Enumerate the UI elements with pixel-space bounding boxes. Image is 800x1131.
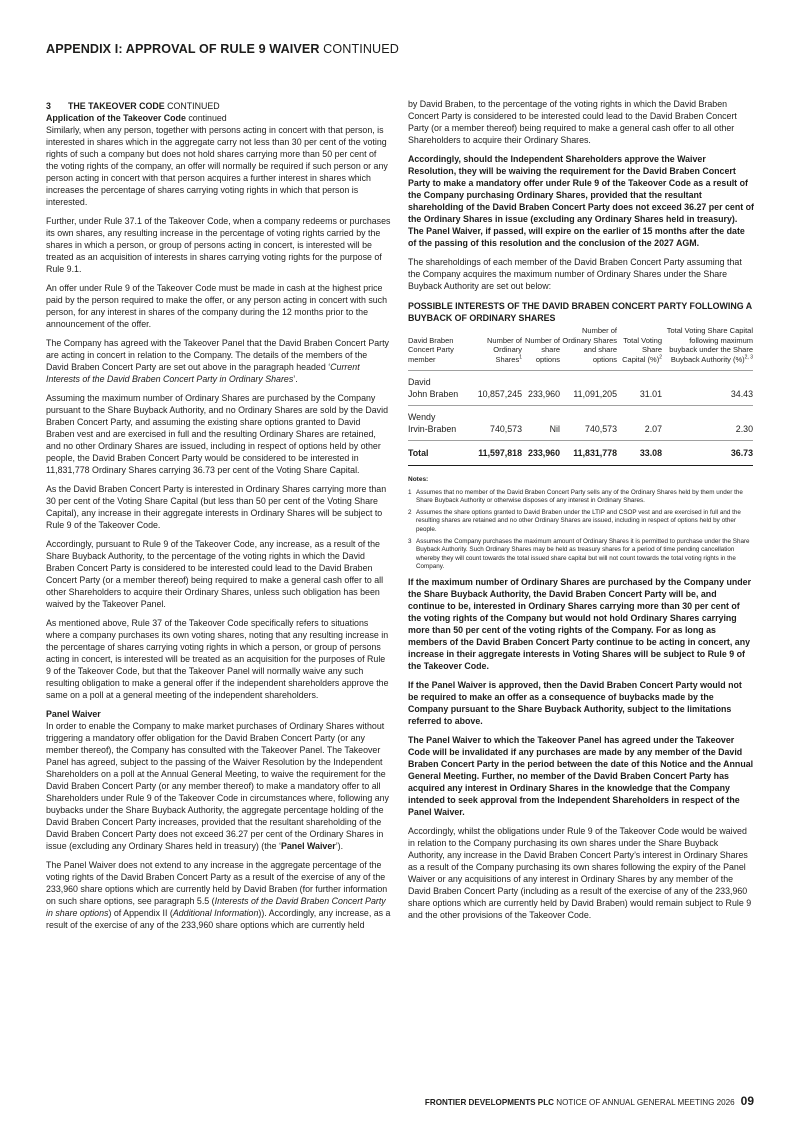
header-voting-capital: Total Voting Share Capital (%)$^2$ [617, 326, 662, 370]
header-share-options: Number of share options [522, 326, 560, 370]
note-item: 3 Assumes the Company purchases the maximum amount of Ordinary Shares it is permitted to purchase under the Share Buyback Authority. Such Ordinary Shares may be held as treasury shares for a period of time pending cancellation whereby they will count towards the total issued share capital but will not count towards the total voting rights in the Company. [408, 537, 750, 571]
subheading-title: Application of the Takeover Code [46, 113, 186, 124]
paragraph [46, 859, 391, 931]
text-span: ’). [335, 841, 344, 852]
cross-reference: Current Interests of the David Braben Concert Party in Ordinary Shares [46, 362, 360, 385]
cell-shares: 10,857,245 [470, 370, 522, 405]
text-span: The Panel Waiver does not extend to any increase in the aggregate percentage of the voting rights of the David Braben Concert Party as a result of the exercise of any of the 233,960 share options which are currently held by David Braben (for further information on such share options, see paragraph 5.5 ( [46, 859, 388, 907]
cell-combined: 11,091,205 [560, 370, 617, 405]
footer-document: NOTICE OF ANNUAL GENERAL MEETING 2026 [553, 1098, 735, 1107]
cell-pct: 31.01 [617, 370, 662, 405]
paragraph: As mentioned above, Rule 37 of the Takeover Code specifically refers to situations where a company purchases its own voting shares, noting that any resulting increase in the percentage of shares carrying voting rights in which a person, or group of persons acting in concert, is interested will be treated as an acquisition for the purposes of Rule 9 of the Takeover Code, but that the Takeover Panel will normally waive any such resulting obligation to make a general offer if the independent shareholders approve the same on a poll at a general meeting of the independent shareholders. [46, 617, 389, 700]
cell-options: 233,960 [522, 440, 560, 465]
paragraph: by David Braben, to the percentage of the voting rights in which the David Braben Concert Party is considered to be interested could lead to the David Braben Concert Party (or a member thereof) being required to make a general cash offer to all other Shareholders to acquire their Ordinary Shares. [408, 99, 737, 146]
cell-shares: 11,597,818 [470, 440, 522, 465]
paragraph [46, 720, 391, 853]
paragraph: Further, under Rule 37.1 of the Takeover Code, when a company redeems or purchases its own shares, any resulting increase in the percentage of voting rights carried by the shares in which a person, or group of persons acting in concert, is interested will be treated as an acquisition of interests in shares carrying voting rights for the purpose of Rule 9.1. [46, 216, 391, 275]
cell-pct-after: 34.43 [662, 370, 753, 405]
text-span: In order to enable the Company to make market purchases of Ordinary Shares without triggering a mandatory offer obligation for the David Braben Concert Party (or any member thereof), the Company has consulted with the Takeover Panel. The Takeover Panel has agreed, subject to the passing of the Waiver Resolution by the Independent Shareholders on a poll at the Annual General Meeting, to waive the requirement for the David Braben Concert Party (or any member thereof) to make a mandatory offer to all Shareholders under Rule 9 of the Takeover Code in circumstances where, following any buybacks under the Share Buyback Authority, the aggregate percentage holding of the David Braben Concert Party increases, provided that the resultant shareholding of the David Braben Concert Party does not exceed 36.27 per cent of the Ordinary Shares in issue (excluding any Ordinary Shares held in treasury) (the ‘ [46, 720, 389, 852]
header-continued: CONTINUED [319, 42, 399, 56]
page-header [46, 42, 399, 56]
paragraph [46, 337, 391, 385]
cross-reference: Additional Information [172, 908, 259, 919]
right-column [408, 98, 754, 928]
cell-combined: 740,573 [560, 405, 617, 440]
subheading-continued: continued [185, 113, 227, 124]
section-number: 3 [46, 101, 51, 111]
table-row [408, 405, 753, 440]
cell-pct: 33.08 [617, 440, 662, 465]
left-column [46, 100, 391, 938]
paragraph: The shareholdings of each member of the David Braben Concert Party assuming that the Company acquires the maximum number of Ordinary Shares under the Share Buyback Authority are set out below: [408, 256, 742, 292]
paragraph-bold: If the Panel Waiver is approved, then the David Braben Concert Party would not be required to make an offer as a consequence of buybacks made by the Company pursuant to the Share Buyback Authority, subject to the limitations referred to above. [408, 680, 742, 727]
defined-term: Panel Waiver [280, 841, 336, 852]
subheading-application [46, 112, 391, 124]
header-member: David Braben Concert Party member [408, 326, 470, 370]
header-voting-capital-after-buyback: Total Voting Share Capital following maximum buyback under the Share Buyback Authority (%)$^{2, 3}$ [662, 326, 753, 370]
table-header-row [408, 326, 753, 370]
cell-total-label: Total [408, 440, 470, 465]
paragraph-bold: If the maximum number of Ordinary Shares are purchased by the Company under the Share Buyback Authority, the David Braben Concert Party will be, and continue to be, interested in Ordinary Shares carrying more than 30 per cent of the voting rights of the Company but would not hold Ordinary Shares carrying more than 50 per cent of the voting rights of the Company. For as long as members of the David Braben Concert Party continue to be acting in concert, any increase in their aggregate interests in Voting Shares will be subject to Rule 9 of the Takeover Code. [408, 576, 752, 672]
note-item: 2 Assumes the share options granted to David Braben under the LTIP and CSOP vest and are exercised in full and the resulting shares are retained and no other Ordinary Shares are issued, including in respect of options held by other people. [408, 508, 741, 533]
paragraph: Similarly, when any person, together with persons acting in concert with that person, is interested in shares which in the aggregate carry not less than 30 per cent of the voting rights of such a company but does not hold shares carrying more than 50 per cent of the voting rights of the company, an offer will normally be required if such person or any person acting in concert with that person acquires a further interest in shares which increases the percentage of shares carrying voting rights in which that person is interested. [46, 125, 388, 208]
text-span: ’. [293, 374, 298, 385]
table-title: POSSIBLE INTERESTS OF THE DAVID BRABEN CONCERT PARTY FOLLOWING A BUYBACK OF ORDINARY SHARES [408, 301, 752, 324]
page-footer [400, 1094, 754, 1108]
shareholding-table [408, 326, 753, 465]
text-span: )). Accordingly, any increase, as a result of the exercise of any of the 233,960 share options which are currently held [46, 908, 391, 931]
cell-pct-after: 2.30 [662, 405, 753, 440]
paragraph: Assuming the maximum number of Ordinary Shares are purchased by the Company pursuant to the Share Buyback Authority, and no Ordinary Shares are sold by the David Braben Concert Party, and assuming the existing share options granted to David Braben vest and are exercised in full and the resulting Ordinary Shares are retained, and no other Ordinary Shares are issued, including in respect of options held by other people, the David Braben Concert Party would be considered to be interested in 11,831,778 Ordinary Shares carrying 36.73 per cent of the Voting Share Capital. [46, 392, 388, 476]
cell-member: David John Braben [408, 370, 470, 405]
paragraph-bold: The Panel Waiver to which the Takeover Panel has agreed under the Takeover Code will be invalidated if any purchases are made by any member of the David Braben Concert Party in the period between the date of this Notice and the Annual General Meeting. Further, no member of the David Braben Concert Party has acquired any interest in Ordinary Shares in the knowledge that the Company intended to seek approval from the Independent Shareholders in respect of the Panel Waiver. [408, 734, 754, 818]
text-span: The Company has agreed with the Takeover Panel that the David Braben Concert Party are acting in concert in relation to the Company. The details of the members of the David Braben Concert Party are set out above in the paragraph headed ‘ [46, 337, 389, 372]
header-shares-and-options: Number of Ordinary Shares and share options [560, 326, 617, 370]
section-title: THE TAKEOVER CODE [68, 101, 165, 111]
cell-combined: 11,831,778 [560, 440, 617, 465]
notes-title: Notes: [408, 475, 429, 483]
paragraph-bold: Accordingly, should the Independent Shareholders approve the Waiver Resolution, they will be waiving the requirement for the David Braben Concert Party to make a mandatory offer under Rule 9 of the Takeover Code as a result of the Company purchasing Ordinary Shares, provided that the resultant shareholding of the David Braben Concert Party does not exceed 36.27 per cent of the Ordinary Shares in issue (excluding any Ordinary Shares held in treasury). The Panel Waiver, if passed, will expire on the earlier of 15 months after the date of the passing of this resolution and the conclusion of the 2027 AGM. [408, 153, 754, 249]
paragraph: Accordingly, whilst the obligations under Rule 9 of the Takeover Code would be waived in relation to the Company purchasing its own shares under the Share Buyback Authority, any increase in the David Braben Concert Party’s interest in Ordinary Shares as a result of the Company purchasing its own shares following the expiry of the Panel Waiver or any acquisitions of any interest in Ordinary Shares by any member of the David Braben Concert Party (including as a result of the exercise of any of the 233,960 share options which are currently held by David Braben) would remain subject to Rule 9 and the other provisions of the Takeover Code. [408, 825, 752, 921]
cell-options: Nil [522, 405, 560, 440]
section-continued: CONTINUED [164, 101, 220, 111]
page-number: 09 [740, 1094, 754, 1108]
cell-pct: 2.07 [617, 405, 662, 440]
cell-member: Wendy Irvin-Braben [408, 405, 470, 440]
paragraph: An offer under Rule 9 of the Takeover Code must be made in cash at the highest price paid by the person required to make the offer, or any person acting in concert with such person, for any interest in shares of the company during the 12 months prior to the announcement of the offer. [46, 283, 388, 330]
footer-company: FRONTIER DEVELOPMENTS PLC [424, 1098, 554, 1107]
cell-shares: 740,573 [470, 405, 522, 440]
header-ordinary-shares: Number of Ordinary Shares$^1$ [470, 326, 522, 370]
subheading-panel-waiver: Panel Waiver [46, 708, 101, 719]
paragraph: As the David Braben Concert Party is interested in Ordinary Shares carrying more than 30 per cent of the Voting Share Capital (but less than 50 per cent of the Voting Share Capital), any increase in their aggregate interests in Ordinary Shares will be subject to Rule 9 of the Takeover Code. [46, 483, 387, 530]
table-total-row [408, 440, 753, 465]
paragraph: Accordingly, pursuant to Rule 9 of the Takeover Code, any increase, as a result of the Share Buyback Authority, to the percentage of the voting rights in which the David Braben Concert Party is considered to be interested could lead to the David Braben Concert Party (or a member thereof) being required to make a general cash offer to all other Shareholders to acquire their Ordinary Shares, unless such obligation has been waived by the Takeover Panel. [46, 538, 384, 609]
cell-options: 233,960 [522, 370, 560, 405]
note-item: 1 Assumes that no member of the David Braben Concert Party sells any of the Ordinary Shares held by them under the Share Buyback Authority or otherwise disposes of any interest in Ordinary Shares. [408, 488, 743, 505]
table-row [408, 370, 753, 405]
cell-pct-after: 36.73 [662, 440, 753, 465]
cross-reference: Interests of the David Braben Concert Party in share options [46, 896, 386, 919]
text-span: ) of Appendix II ( [108, 908, 173, 919]
section-heading [46, 100, 391, 112]
header-title: APPENDIX I: APPROVAL OF RULE 9 WAIVER [46, 42, 320, 56]
